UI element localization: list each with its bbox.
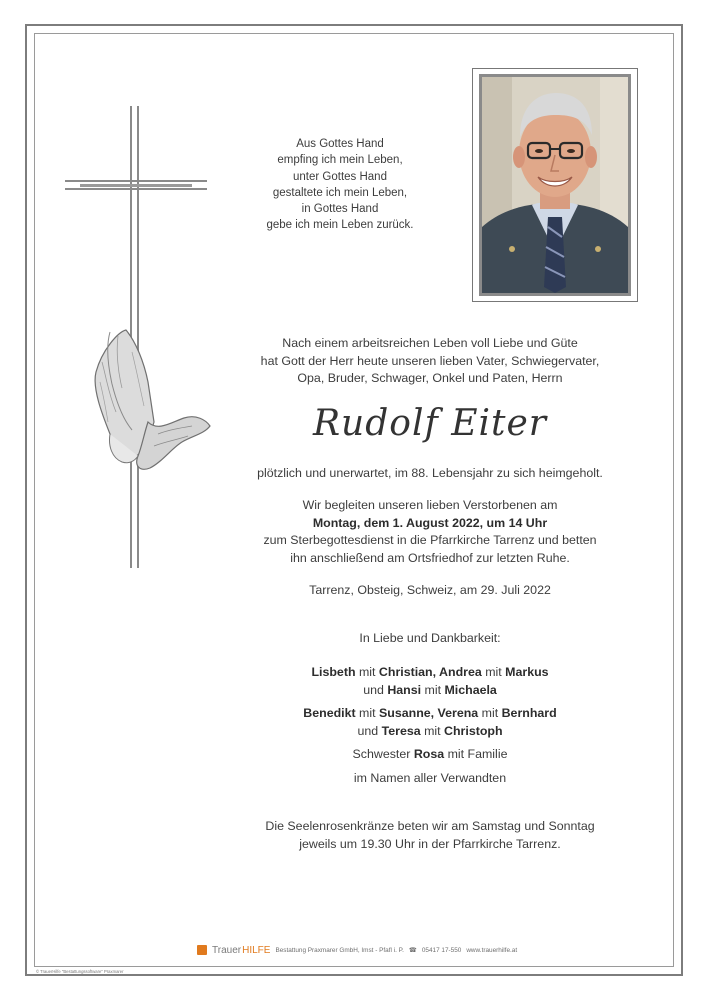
family-line: und Hansi mit Michaela: [363, 682, 497, 697]
death-notice: plötzlich und unerwartet, im 88. Lebensjahr zu sich heimgeholt.: [257, 466, 603, 480]
deceased-name: Rudolf Eiter: [312, 403, 548, 444]
footer: [197, 943, 537, 957]
praying-hands-icon: [88, 322, 214, 472]
portrait-photo: [479, 74, 631, 296]
poem-line: unter Gottes Hand: [293, 170, 387, 183]
poem-line: empfing ich mein Leben,: [277, 154, 403, 167]
service-date: Montag, dem 1. August 2022, um 14 Uhr: [312, 515, 548, 530]
phone-icon: ☎: [408, 947, 417, 954]
family-line: und Teresa mit Christoph: [357, 723, 503, 738]
intro-line: Opa, Bruder, Schwager, Onkel und Paten, Herrn: [297, 371, 563, 385]
family-line: Schwester Rosa mit Familie: [352, 747, 508, 761]
family-line: im Namen aller Verwandten: [353, 770, 507, 785]
trauerhilfe-logo-icon: [197, 945, 207, 955]
poem-line: gebe ich mein Leben zurück.: [266, 219, 414, 232]
service-line: zum Sterbegottesdienst in die Pfarrkirche Tarrenz und betten: [263, 533, 597, 547]
rosary-line: jeweils um 19.30 Uhr in der Pfarrkirche Tarrenz.: [299, 836, 561, 851]
poem-line: Aus Gottes Hand: [296, 138, 384, 150]
copyright-note: © TrauerHilfe "Bestattungssoftware" Praxmarer: [36, 969, 124, 974]
logo-text-accent: HILFE: [242, 944, 271, 956]
thanks-heading: In Liebe und Dankbarkeit:: [359, 631, 501, 645]
intro-line: hat Gott der Herr heute unseren lieben Vater, Schwiegervater,: [260, 353, 600, 368]
poem: [240, 136, 440, 234]
footer-phone: 05417 17-550: [421, 946, 462, 954]
logo-text: Trauer: [212, 944, 242, 956]
poem-line: in Gottes Hand: [301, 203, 379, 216]
intro-line: Nach einem arbeitsreichen Leben voll Liebe und Güte: [282, 336, 578, 350]
service-line: ihn anschließend am Ortsfriedhof zur letzten Ruhe.: [290, 550, 570, 565]
poem-line: gestaltete ich mein Leben,: [272, 186, 408, 199]
service-line: Wir begleiten unseren lieben Verstorbenen am: [302, 498, 558, 512]
family-list: [220, 664, 640, 787]
family-line: Lisbeth mit Christian, Andrea mit Markus: [311, 665, 549, 679]
footer-website[interactable]: www.trauerhilfe.at: [466, 946, 518, 954]
service-info: [220, 497, 640, 567]
rosary-line: Die Seelenrosenkränze beten wir am Samstag und Sonntag: [265, 819, 595, 833]
family-line: Benedikt mit Susanne, Verena mit Bernhard: [303, 706, 557, 720]
rosary-info: [220, 818, 640, 853]
footer-company: Bestattung Praxmarer GmbH, Imst - Pfafl i. P.: [275, 946, 404, 954]
intro-text: [220, 335, 640, 388]
place-date: Tarrenz, Obsteig, Schweiz, am 29. Juli 2022: [309, 583, 551, 597]
